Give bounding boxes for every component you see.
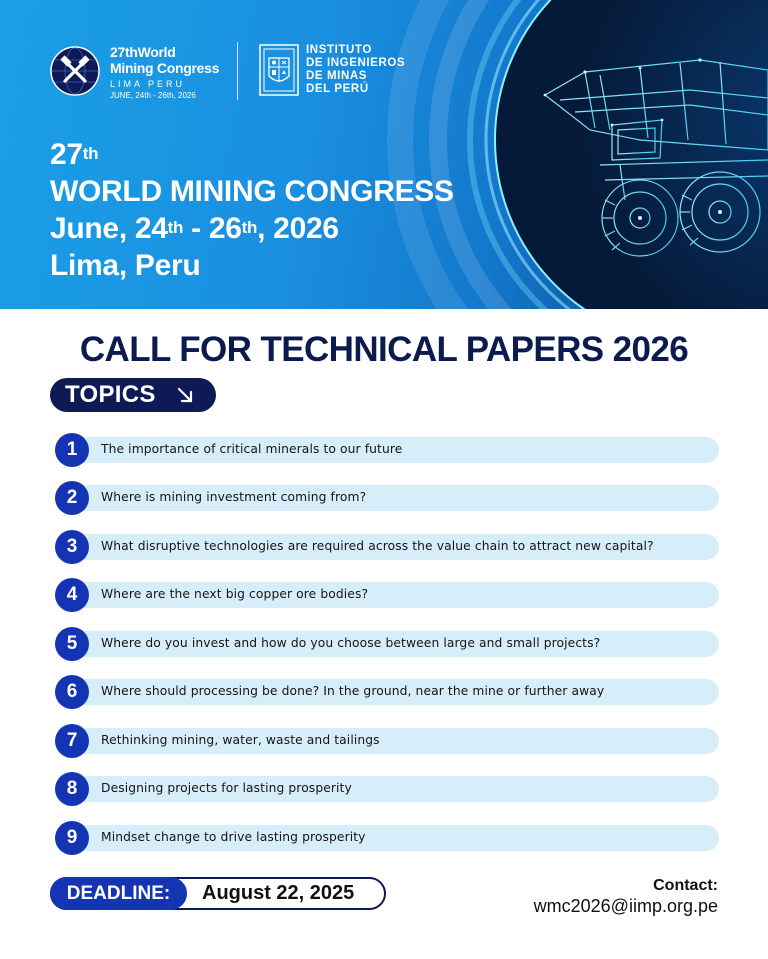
topic-item — [55, 578, 719, 612]
deadline-badge — [50, 877, 386, 910]
wmc-dates: JUNE, 24th - 26th, 2026 — [110, 91, 196, 100]
iimp-line4: DEL PERÚ — [306, 83, 369, 95]
topic-number: 3 — [55, 530, 89, 564]
arrow-down-right-icon — [176, 386, 194, 404]
wmc-logo-text — [110, 44, 219, 100]
topic-number: 6 — [55, 675, 89, 709]
topic-text: Where are the next big copper ore bodies? — [101, 587, 369, 601]
topic-text: The importance of critical minerals to our future — [101, 442, 403, 456]
iimp-line2: DE INGENIEROS — [306, 57, 406, 69]
hero-ordinal — [50, 136, 454, 173]
topic-item — [55, 724, 719, 758]
wmc-location: LIMA PERU — [110, 79, 186, 89]
hero-location: Lima, Peru — [50, 249, 201, 282]
topic-number: 2 — [55, 481, 89, 515]
topic-item — [55, 481, 719, 515]
topic-text: Where should processing be done? In the ground, near the mine or further away — [101, 684, 605, 698]
topic-item — [55, 627, 719, 661]
topic-text: Where do you invest and how do you choose between large and small projects? — [101, 636, 601, 650]
topic-text: Mindset change to drive lasting prosperity — [101, 830, 366, 844]
topic-item — [55, 433, 719, 467]
topic-text: What disruptive technologies are required across the value chain to attract new capital? — [101, 539, 654, 553]
wmc-name-line2: Mining Congress — [110, 60, 220, 76]
topic-text: Where is mining investment coming from? — [101, 490, 367, 504]
logo-divider — [237, 42, 238, 100]
topic-number: 7 — [55, 724, 89, 758]
hero-title — [50, 136, 454, 284]
topic-number: 4 — [55, 578, 89, 612]
topic-item — [55, 530, 719, 564]
contact-block — [534, 876, 718, 917]
date-sup2: th — [241, 218, 258, 237]
topic-text: Designing projects for lasting prosperity — [101, 781, 352, 795]
contact-label: Contact: — [653, 877, 718, 894]
date-prefix: June, 24 — [50, 212, 168, 245]
topic-item — [55, 821, 719, 855]
iimp-crest-icon — [259, 44, 299, 96]
topic-item — [55, 772, 719, 806]
page-title: CALL FOR TECHNICAL PAPERS 2026 — [79, 330, 689, 369]
topic-number: 9 — [55, 821, 89, 855]
iimp-logo-text — [306, 44, 405, 96]
wmc-logo-icon — [50, 46, 100, 96]
wmc-name-line1: 27thWorld — [110, 44, 176, 60]
deadline-date: August 22, 2025 — [202, 882, 355, 904]
date-year: , 2026 — [257, 212, 339, 245]
iimp-line1: INSTITUTO — [306, 44, 372, 56]
topic-item — [55, 675, 719, 709]
topic-number: 8 — [55, 772, 89, 806]
contact-email-link[interactable]: wmc2026@iimp.org.pe — [533, 896, 718, 916]
hero-banner — [0, 0, 768, 309]
topics-label: TOPICS — [65, 381, 156, 408]
topic-number: 1 — [55, 433, 89, 467]
ordinal-suffix: th — [82, 144, 99, 163]
date-sup1: th — [167, 218, 184, 237]
date-mid: - 26 — [183, 212, 242, 245]
deadline-label: DEADLINE: — [50, 877, 187, 910]
topic-number: 5 — [55, 627, 89, 661]
topic-text: Rethinking mining, water, waste and tailings — [101, 733, 380, 747]
iimp-line3: DE MINAS — [306, 70, 368, 82]
hero-event-name: WORLD MINING CONGRESS — [50, 175, 454, 208]
topics-badge — [50, 378, 216, 412]
hero-dates — [50, 210, 454, 247]
ordinal-number: 27 — [50, 138, 83, 171]
